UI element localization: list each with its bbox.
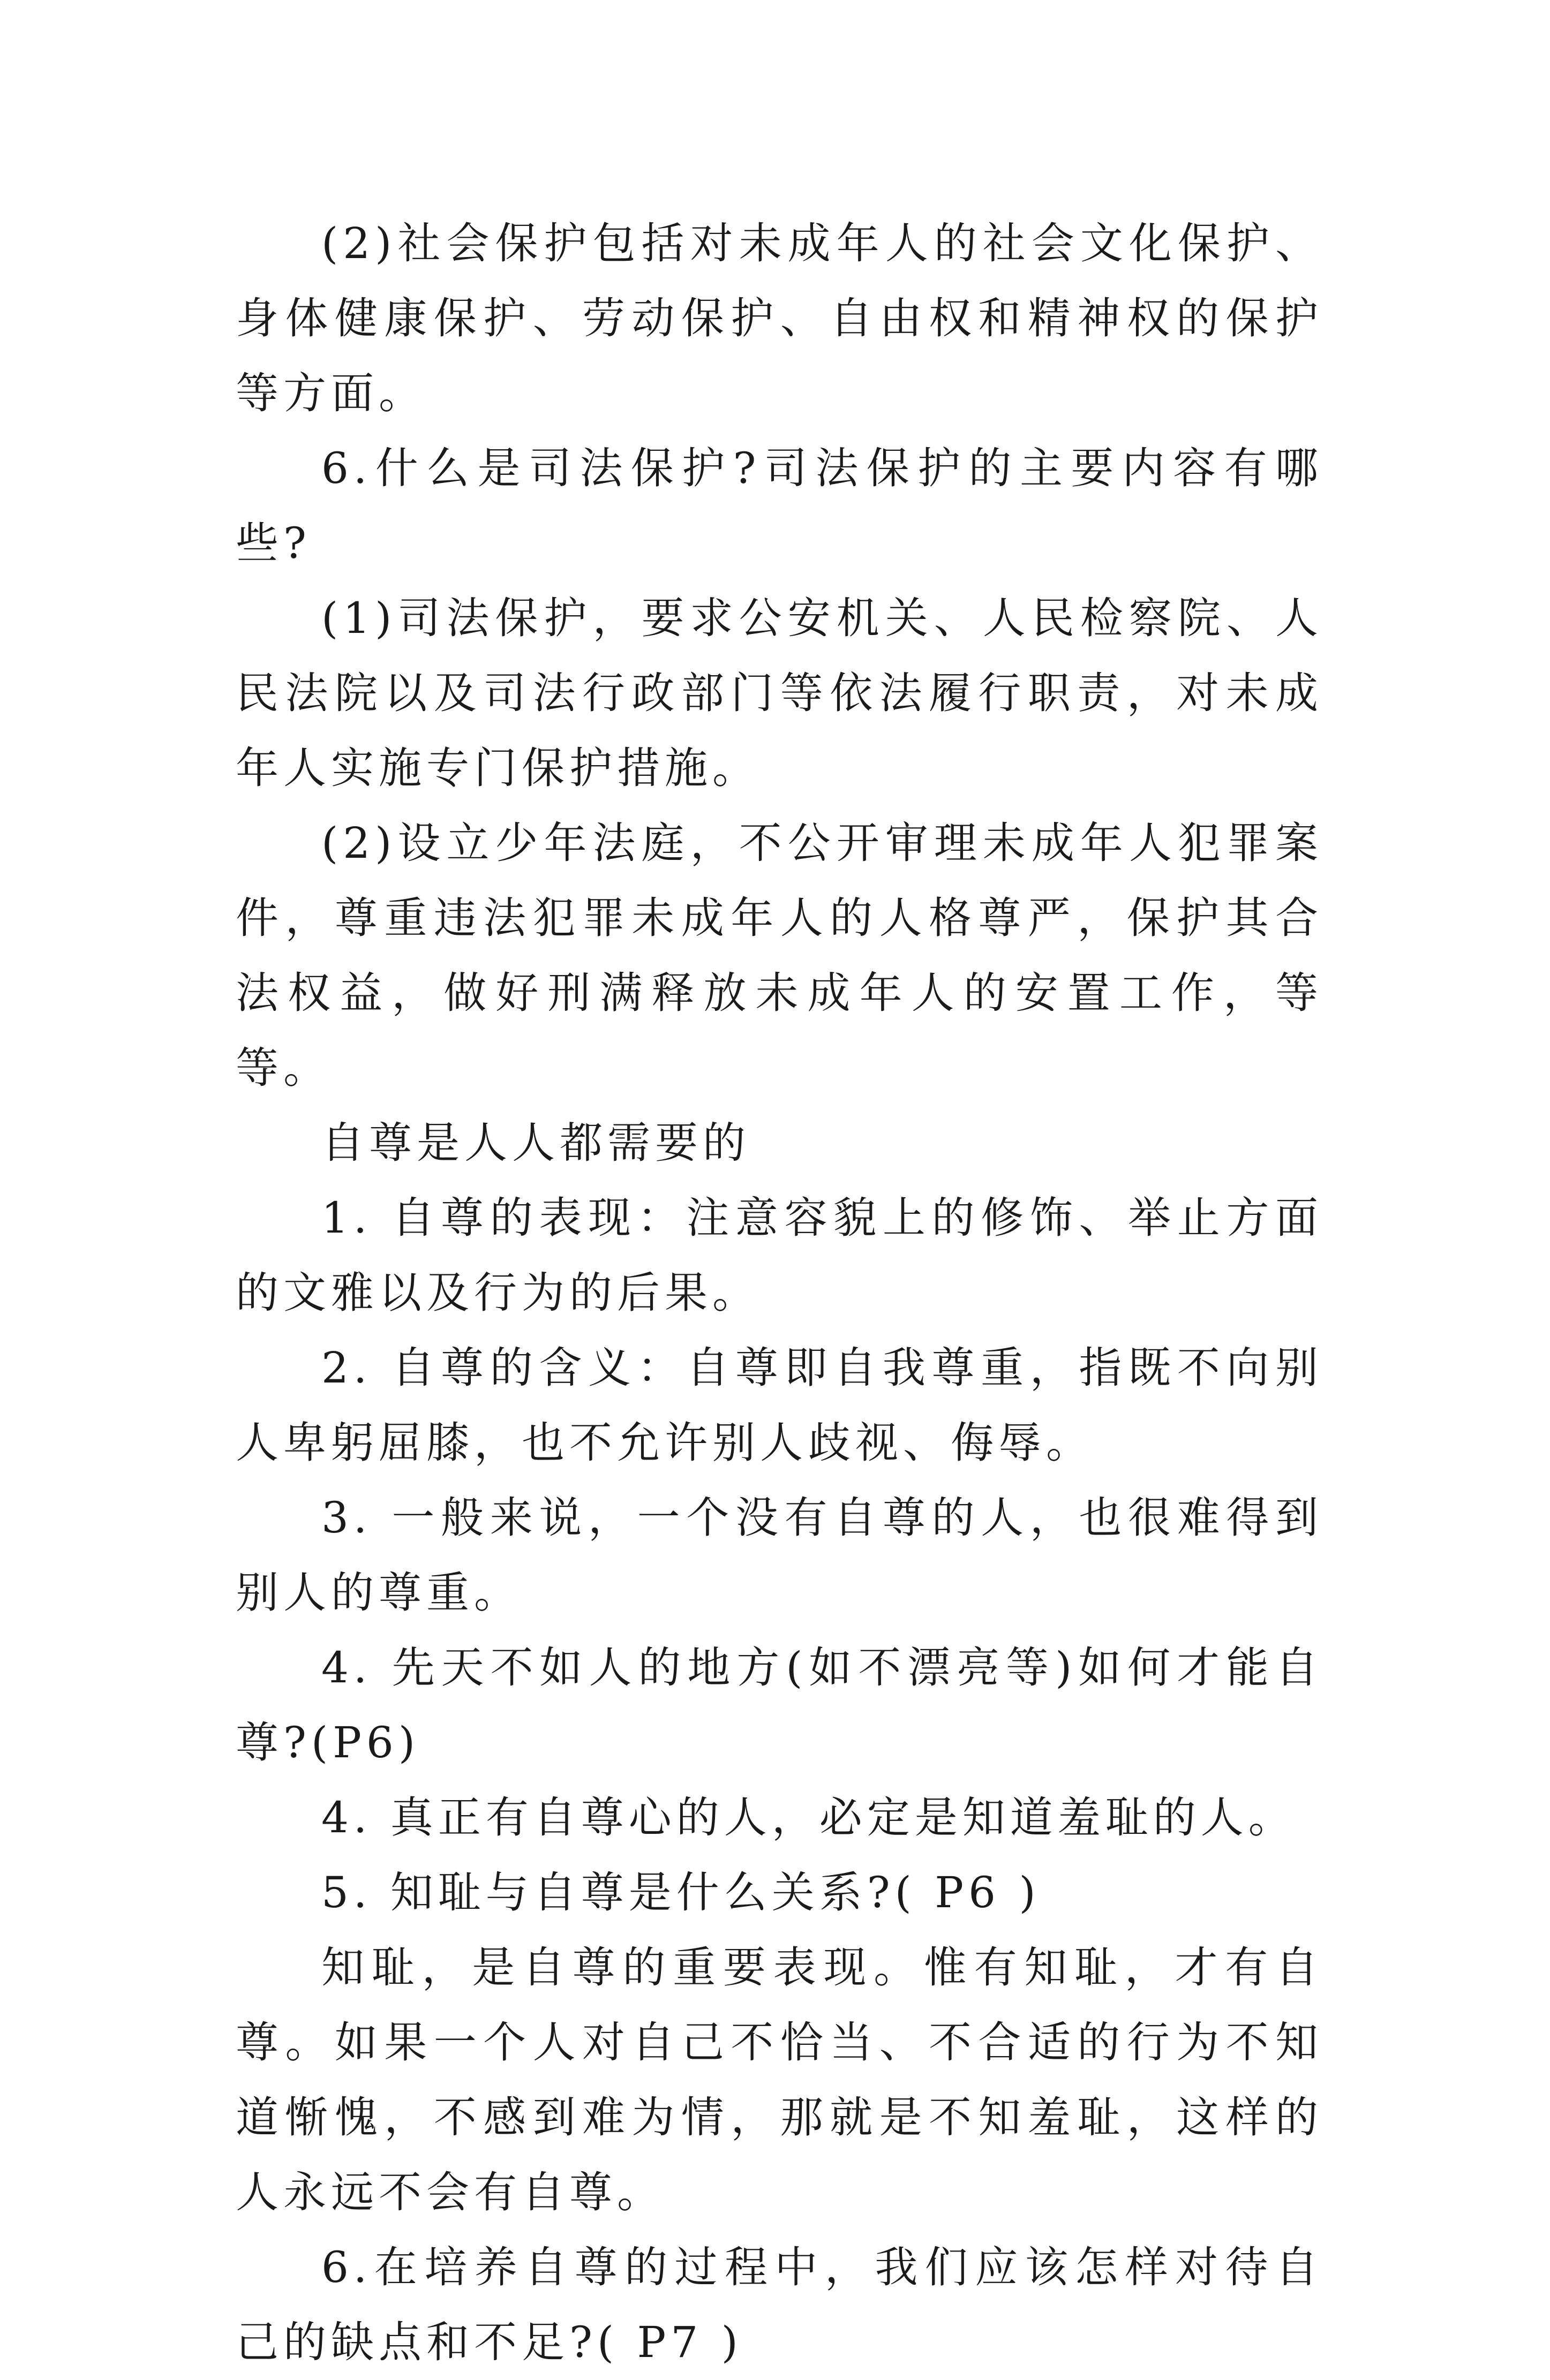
list-item-2: 2. 自尊的含义：自尊即自我尊重，指既不向别人卑躬屈膝，也不允许别人歧视、侮辱。 [236,1343,1323,1468]
list-item-4a: 4. 先天不如人的地方(如不漂亮等)如何才能自尊?(P6) [236,1643,1323,1767]
paragraph-judicial-protection-2: (2)设立少年法庭，不公开审理未成年人犯罪案件，尊重违法犯罪未成年人的人格尊严，保护其合法权益，做好刑满释放未成年人的安置工作，等等。 [236,818,1323,1093]
question-judicial-protection: 6.什么是司法保护?司法保护的主要内容有哪些? [236,443,1323,568]
list-item-6: 6.在培养自尊的过程中，我们应该怎样对待自己的缺点和不足?( P7 ) [236,2242,1323,2367]
document-body [236,206,1323,2380]
paragraph-shame-and-self-respect: 知耻，是自尊的重要表现。惟有知耻，才有自尊。如果一个人对自己不恰当、不合适的行为不知道惭愧，不感到难为情，那就是不知羞耻，这样的人永远不会有自尊。 [236,1943,1323,2217]
section-heading-self-respect: 自尊是人人都需要的 [321,1118,750,1168]
paragraph-judicial-protection-1: (1)司法保护，要求公安机关、人民检察院、人民法院以及司法行政部门等依法履行职责，对未成年人实施专门保护措施。 [236,593,1323,793]
list-item-4b: 4. 真正有自尊心的人，必定是知道羞耻的人。 [321,1793,1296,1842]
list-item-5: 5. 知耻与自尊是什么关系?( P6 ) [321,1868,1041,1917]
list-item-3: 3. 一般来说，一个没有自尊的人，也很难得到别人的尊重。 [236,1493,1323,1618]
paragraph-social-protection: (2)社会保护包括对未成年人的社会文化保护、身体健康保护、劳动保护、自由权和精神权的保护等方面。 [236,218,1323,418]
list-item-1: 1. 自尊的表现：注意容貌上的修饰、举止方面的文雅以及行为的后果。 [236,1193,1323,1318]
